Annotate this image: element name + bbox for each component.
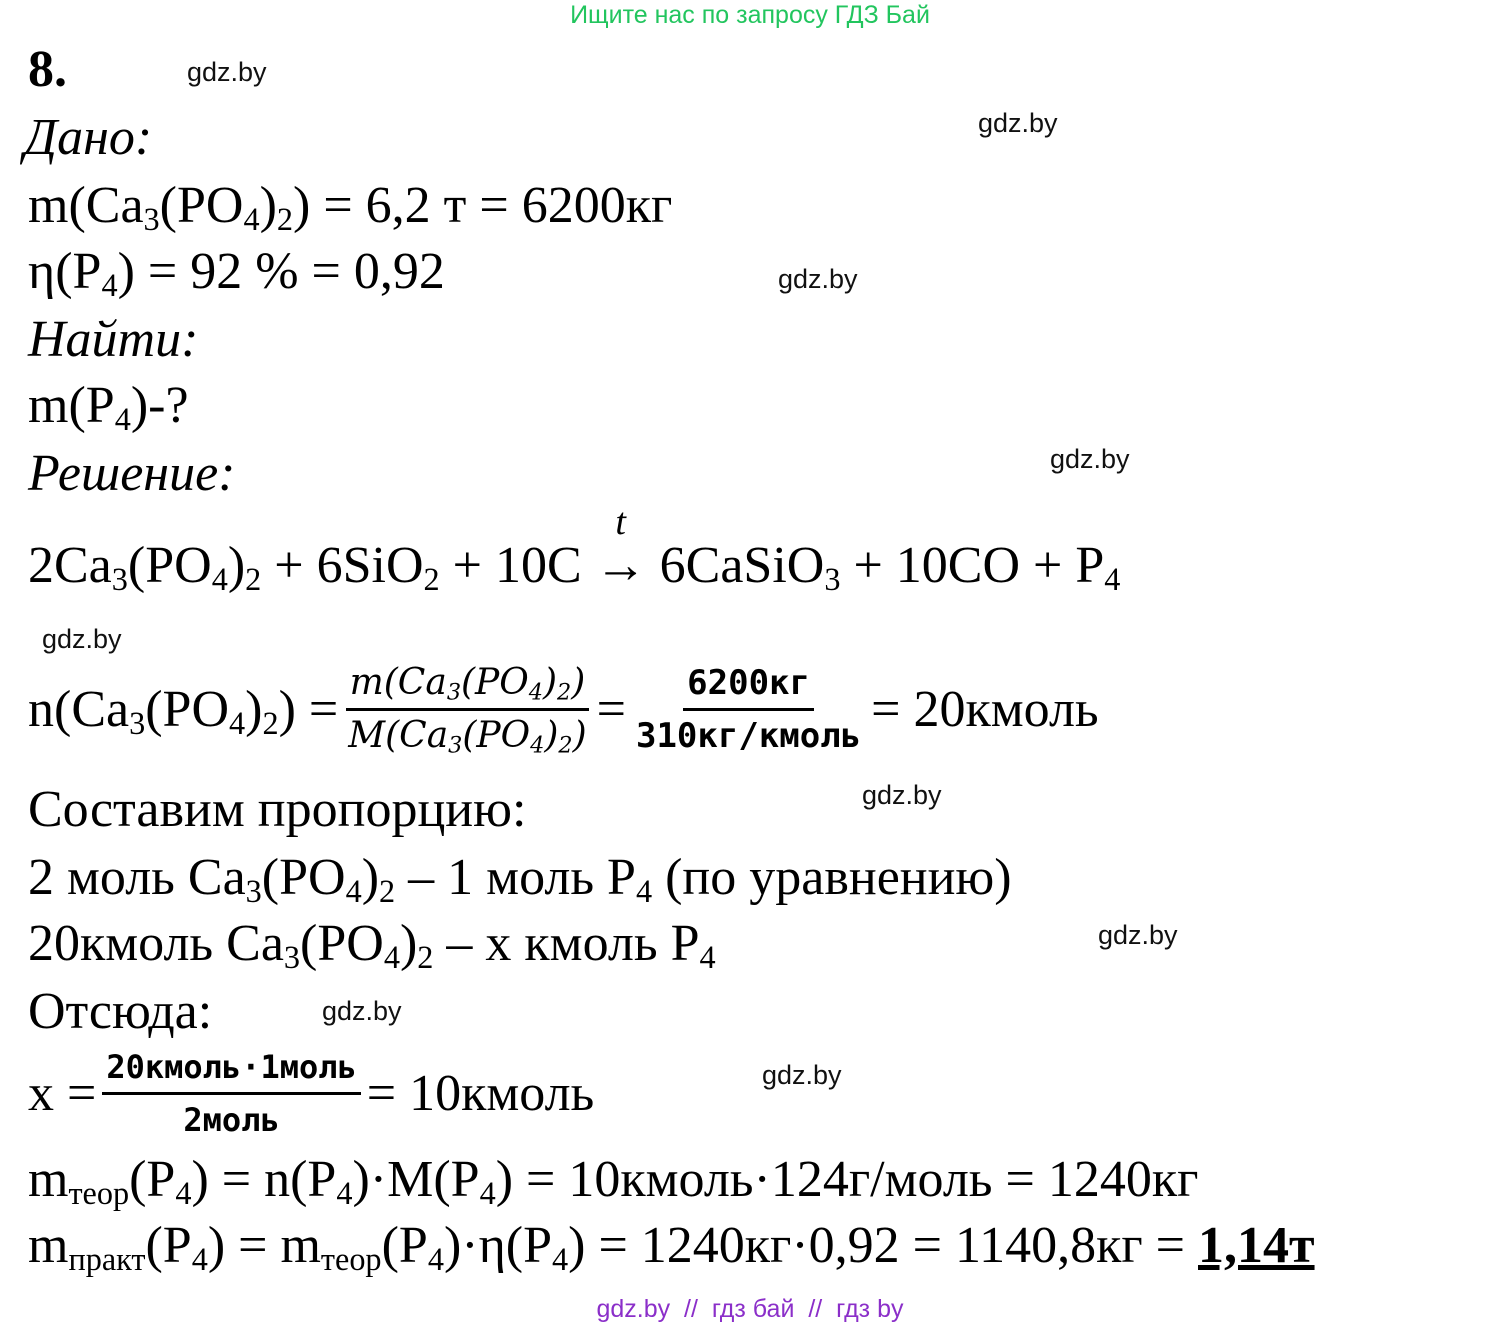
reaction-arrow: t → xyxy=(595,536,647,596)
practical-mass: $m_{практ}(P_4) = m_{теор}(P_4)\cdot\eta(P_4) = 1240кг\cdot 0,92 = 1140,8кг = 1,14т$ xyxy=(28,1217,1315,1278)
hence-label: Отсюда: xyxy=(28,983,213,1040)
find-label: Найти: xyxy=(28,311,199,368)
equals-sign: = xyxy=(596,680,626,738)
theoretical-mass: $m_{теор}(P_4) = n(P_4)\cdot M(P_4)$ = 10кмоль·124г/моль = 1240кг xyxy=(28,1151,1199,1212)
heat-label: t xyxy=(615,501,626,543)
x-lhs: x = xyxy=(28,1064,97,1122)
watermark: gdz.by xyxy=(978,108,1058,138)
moles-lhs: $n(Ca_3(PO_4)_2)$ = xyxy=(28,680,339,741)
mass-over-molar-fraction: $\frac{m(Ca_3(PO_4)_2)}{M(Ca_3(PO_4)_2)}$ xyxy=(344,660,590,759)
top-banner: Ищите нас по запросу ГДЗ Бай xyxy=(570,1,930,29)
watermark: gdz.by xyxy=(778,264,858,294)
watermark: gdz.by xyxy=(762,1060,842,1090)
x-result: = 10кмоль xyxy=(366,1064,595,1122)
given-yield: $\eta(P_4) = 92$ % = 0,92 xyxy=(28,243,445,304)
proportion-line-2: 20кмоль $Ca_3(PO_4)_2$ – x кмоль $P_4$ xyxy=(28,915,716,976)
reaction-equation: $2Ca_3(PO_4)_2 + 6SiO_2 + 10C$ t → 6CaSiO$_3$ + $10CO + P_4$ xyxy=(28,536,1120,596)
numeric-fraction: $\frac{6200кг}{\text{310кг/кмоль}}$ xyxy=(632,660,865,759)
given-mass: $m(Ca_3(PO_4)_2) = 6,2$ т = 6200кг xyxy=(28,177,673,238)
proportion-line-1: 2 моль $Ca_3(PO_4)_2 - 1$ моль $P_4$ (по уравнению) xyxy=(28,849,1012,910)
solution-label: Решение: xyxy=(28,445,236,502)
watermark: gdz.by xyxy=(187,57,267,87)
final-answer: 1,14т xyxy=(1198,1217,1315,1274)
x-fraction: $\frac{\text{20кмоль·1моль}}{\text{2моль}}$ xyxy=(102,1044,360,1143)
watermark: gdz.by xyxy=(862,780,942,810)
x-calculation xyxy=(28,1044,594,1143)
given-label: Дано: xyxy=(24,109,153,166)
watermark: gdz.by xyxy=(1098,920,1178,950)
find-value: $m(P_4)-$? xyxy=(28,377,189,438)
problem-number: 8. xyxy=(28,41,67,98)
watermark: gdz.by xyxy=(322,996,402,1026)
moles-calculation xyxy=(28,660,1099,759)
watermark: gdz.by xyxy=(1050,444,1130,474)
proportion-label: Составим пропорцию: xyxy=(28,781,527,838)
footer-links: gdz.by // гдз бай // гдз by xyxy=(596,1295,904,1323)
moles-result: = 20кмоль xyxy=(871,680,1099,738)
watermark: gdz.by xyxy=(42,624,122,654)
